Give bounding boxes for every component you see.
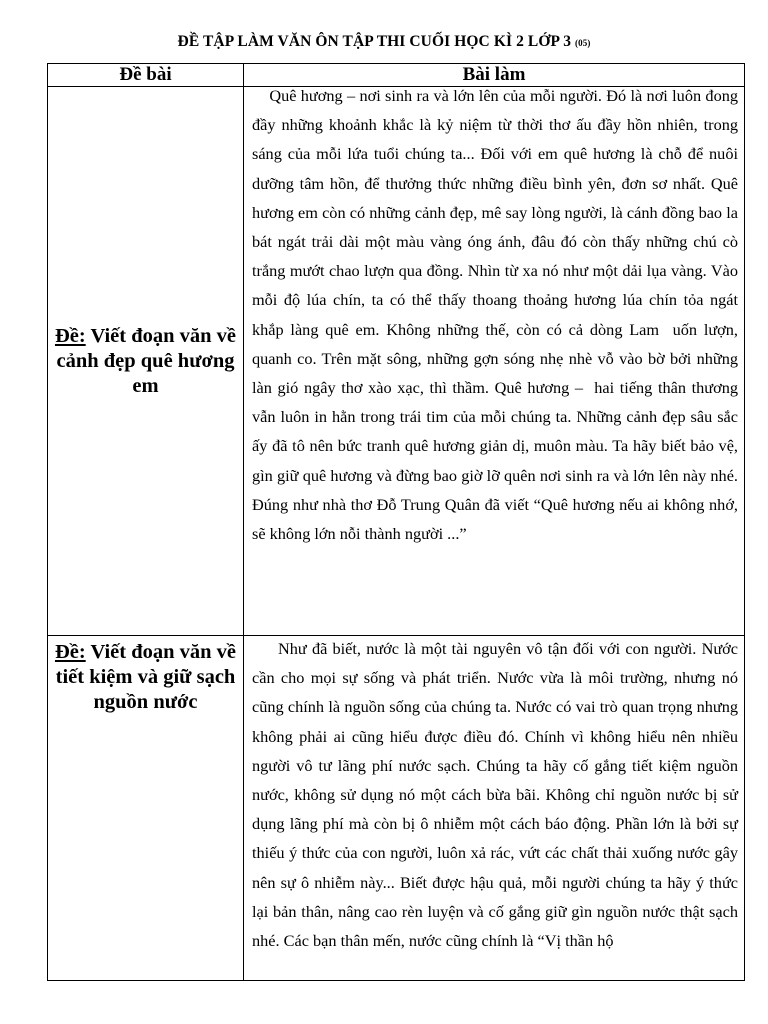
document-title-text: ĐỀ TẬP LÀM VĂN ÔN TẬP THI CUỐI HỌC KÌ 2 LỚP 3 — [177, 33, 572, 50]
essay-cell — [244, 636, 745, 981]
topic-cell — [48, 87, 244, 636]
document-title — [0, 33, 768, 51]
topic-text: Viết đoạn văn về tiết kiệm và giữ sạch nguồn nước — [55, 641, 237, 713]
document-title-code: (05) — [575, 38, 591, 48]
topic-heading — [48, 640, 243, 715]
topic-cell — [48, 636, 244, 981]
header-topic: Đề bài — [48, 64, 244, 87]
topic-lead: Đề: — [54, 324, 86, 347]
header-essay: Bài làm — [244, 64, 745, 87]
topic-text: Viết đoạn văn về cảnh đẹp quê hương em — [56, 324, 237, 397]
topic-lead: Đề: — [54, 641, 86, 663]
table-row — [48, 636, 745, 981]
topic-heading — [48, 324, 243, 399]
essay-paragraph: Như đã biết, nước là một tài nguyên vô tận đối với con người. Nước cần cho mọi sự sống và phát triển. Nước vừa là môi trường, nhưng nó cũng chính là nguồn sống của chúng ta. Nước có vai trò quan trọng nhưng không phải ai cũng hiểu được điều đó. Chính vì không hiểu nên nhiều người vô tư lãng phí nước sạch. Chúng ta hãy cố gắng tiết kiệm nguồn nước, không sử dụng nó một cách bừa bãi. Không chỉ nguồn nước bị sử dụng lãng phí mà còn bị ô nhiễm một cách báo động. Phần lớn là bởi sự thiếu ý thức của con người, luôn xả rác, vứt các chất thải xuống nước gây nên sự ô nhiễm này... Biết được hậu quả, mỗi người chúng ta hãy ý thức lại bản thân, nâng cao rèn luyện và cố gắng giữ gìn nguồn nước thật sạch nhé. Các bạn thân mến, nước cũng chính là “Vị thần hộ — [252, 639, 743, 951]
essay-cell — [244, 87, 745, 636]
essay-table — [47, 63, 745, 981]
essay-paragraph: Quê hương – nơi sinh ra và lớn lên của mỗi người. Đó là nơi luôn đong đầy những khoảnh khắc là kỷ niệm từ thời thơ ấu đầy hồn nhiên, trong sáng của mỗi lứa tuổi chúng ta... Đối với em quê hương là chỗ để nuôi dưỡng tâm hồn, để thưởng thức những điều bình yên, đơn sơ nhất. Quê hương em còn có những cảnh đẹp, mê say lòng người, là cánh đồng bao la bát ngát trải dài một màu vàng óng ánh, đâu đó còn thấy những chú cò trắng mướt chao lượn qua đồng. Nhìn từ xa nó như một dải lụa vàng. Vào mỗi độ lúa chín, ta có thể thấy thoang thoảng hương lúa chín tỏa ngát khắp làng quê em. Không những thế, còn có cả dòng Lam uốn lượn, quanh co. Trên mặt sông, những gợn sóng nhẹ nhè vỗ vào bờ bởi những làn gió ngây thơ xào xạc, thì thầm. Quê hương – hai tiếng thân thương vẫn luôn in hằn trong trái tim của mỗi chúng ta. Những cảnh đẹp sâu sắc ấy đã tô nên bức tranh quê hương giản dị, muôn màu. Ta hãy biết bảo vệ, gìn giữ quê hương và đừng bao giờ lỡ quên nơi sinh ra và lớn lên này nhé. Đúng như nhà thơ Đỗ Trung Quân đã viết “Quê hương nếu ai không nhớ, sẽ không lớn nỗi thành người ...” — [252, 86, 743, 544]
table-row — [48, 87, 745, 636]
